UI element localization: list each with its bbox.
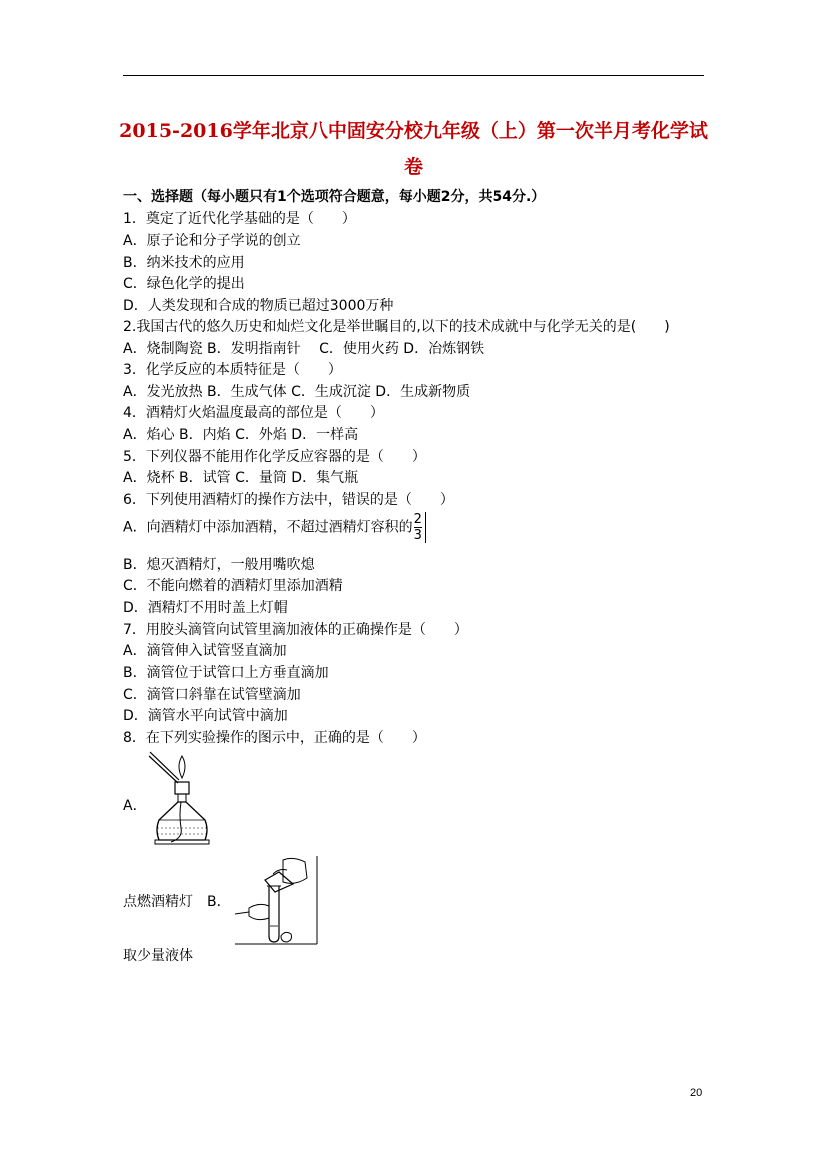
q6-option-b: B．熄灭酒精灯，一般用嘴吹熄 (123, 557, 315, 573)
q8-option-b-label: B． (207, 894, 231, 910)
q6-stem: 6．下列使用酒精灯的操作方法中，错误的是（ ） (123, 492, 454, 508)
q7-option-c: C．滴管口斜靠在试管壁滴加 (123, 687, 301, 703)
q2-stem: 2.我国古代的悠久历史和灿烂文化是举世瞩目的,以下的技术成就中与化学无关的是( ) (123, 319, 670, 335)
q1-option-d: D．人类发现和合成的物质已超过3000万种 (123, 298, 394, 314)
q7-stem: 7．用胶头滴管向试管里滴加液体的正确操作是（ ） (123, 622, 468, 638)
q5-stem: 5．下列仪器不能用作化学反应容器的是（ ） (123, 449, 426, 465)
q6-option-a-text: A．向酒精灯中添加酒精，不超过酒精灯容积的 (123, 519, 413, 536)
figure-caption-take-liquid: 取少量液体 (123, 948, 193, 964)
q8-stem: 8．在下列实验操作的图示中，正确的是（ ） (123, 730, 426, 746)
q8-option-a-label: A． (123, 798, 147, 814)
page-number: 20 (690, 1087, 703, 1099)
q7-option-b: B．滴管位于试管口上方垂直滴加 (123, 665, 329, 681)
pouring-liquid-figure (235, 856, 320, 946)
fraction (414, 512, 426, 543)
q1-stem: 1．奠定了近代化学基础的是（ ） (123, 211, 356, 227)
figure-caption-light-lamp: 点燃酒精灯 (123, 894, 193, 910)
page-title-continued: 卷 (403, 156, 423, 178)
q6-option-a (123, 512, 426, 543)
q7-option-d: D．滴管水平向试管中滴加 (123, 708, 288, 724)
q1-option-c: C．绿色化学的提出 (123, 276, 245, 292)
q1-option-b: B．纳米技术的应用 (123, 255, 245, 271)
q2-options: A．烧制陶瓷 B．发明指南针 C．使用火药 D．冶炼钢铁 (123, 341, 485, 357)
header-rule (123, 75, 704, 76)
q5-options: A．烧杯 B．试管 C．量筒 D．集气瓶 (123, 470, 359, 486)
section-heading: 一、选择题（每小题只有1个选项符合题意，每小题2分，共54分.） (123, 189, 546, 205)
q3-stem: 3．化学反应的本质特征是（ ） (123, 362, 342, 378)
q8-option-a-caption (123, 893, 231, 911)
q1-option-a: A．原子论和分子学说的创立 (123, 233, 301, 249)
q6-option-d: D．酒精灯不用时盖上灯帽 (123, 600, 288, 616)
fraction-numerator: 2 (413, 512, 422, 527)
page-title: 2015-2016学年北京八中固安分校九年级（上）第一次半月考化学试 (119, 120, 708, 142)
q4-options: A．焰心 B．内焰 C．外焰 D．一样高 (123, 427, 359, 443)
q7-option-a: A．滴管伸入试管竖直滴加 (123, 643, 287, 659)
alcohol-lamp-lighting-figure (145, 750, 215, 858)
fraction-denominator: 3 (413, 528, 422, 543)
q6-option-c: C．不能向燃着的酒精灯里添加酒精 (123, 578, 343, 594)
q3-options: A．发光放热 B．生成气体 C．生成沉淀 D．生成新物质 (123, 384, 471, 400)
q4-stem: 4．酒精灯火焰温度最高的部位是（ ） (123, 405, 384, 421)
